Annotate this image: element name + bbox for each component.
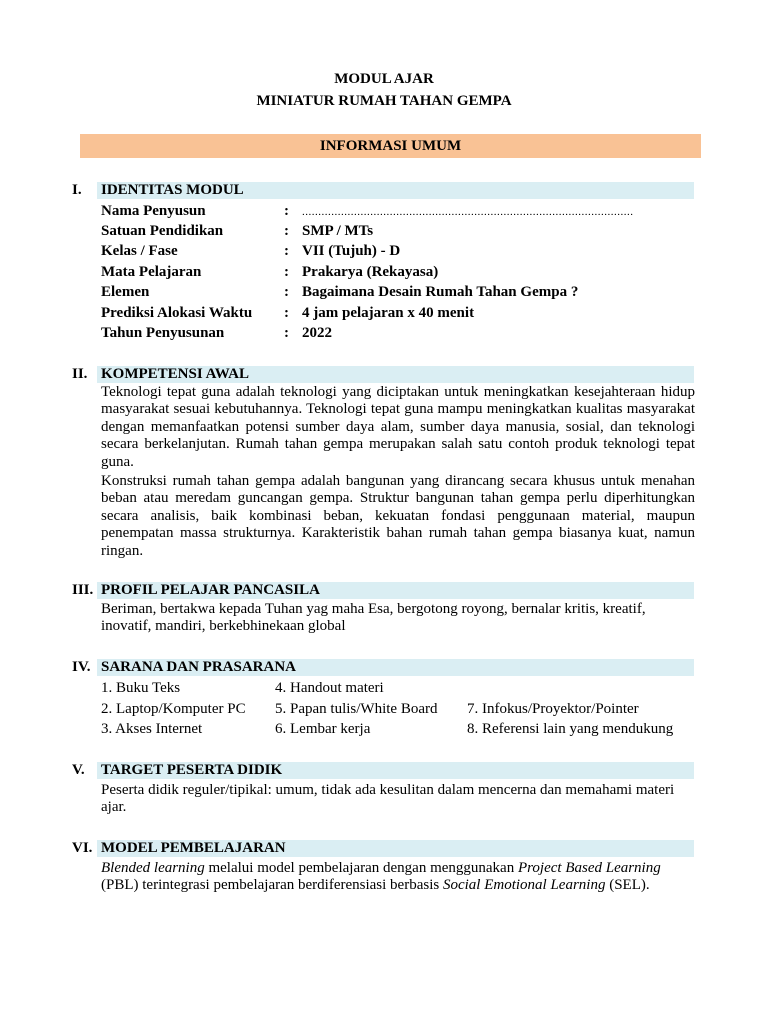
section-1-heading: IDENTITAS MODUL bbox=[97, 182, 694, 199]
identity-colon: : bbox=[284, 325, 289, 341]
sarana-item: 1. Buku Teks bbox=[101, 680, 181, 696]
section-5-number: V. bbox=[72, 762, 85, 778]
section-3-number: III. bbox=[72, 582, 94, 598]
identity-value: 4 jam pelajaran x 40 menit bbox=[302, 305, 475, 321]
sarana-item: 4. Handout materi bbox=[275, 680, 384, 696]
kompetensi-paragraph-1: Teknologi tepat guna adalah teknologi yang diciptakan untuk meningkatkan kesejahteraan hidup masyarakat sesuai kebutuhannya. Teknologi tepat guna mampu meningkatkan kualitas masyarakat dengan memanfaatkan potensi sumber daya alam, sumber daya manusia, sosial, dan teknologi secara berkelanjutan. Rumah tahan gempa merupakan salah satu contoh produk teknologi tepat guna. bbox=[101, 384, 695, 470]
sarana-item: 8. Referensi lain yang mendukung bbox=[467, 721, 674, 737]
identity-label: Kelas / Fase bbox=[101, 243, 178, 259]
identity-value-placeholder: ...................................................................................................... bbox=[302, 206, 634, 218]
model-text: melalui model pembelajaran dengan menggunakan bbox=[204, 860, 518, 876]
doc-subtitle: MINIATUR RUMAH TAHAN GEMPA bbox=[256, 93, 512, 109]
section-1-number: I. bbox=[72, 182, 82, 198]
sarana-item: 2. Laptop/Komputer PC bbox=[101, 701, 246, 717]
identity-value: Prakarya (Rekayasa) bbox=[302, 264, 439, 280]
identity-value: SMP / MTs bbox=[302, 223, 374, 239]
identity-label: Tahun Penyusunan bbox=[101, 325, 225, 341]
identity-colon: : bbox=[284, 223, 289, 239]
identity-value: 2022 bbox=[302, 325, 332, 341]
model-text: (SEL). bbox=[605, 877, 650, 894]
section-6-number: VI. bbox=[72, 840, 93, 856]
identity-label: Elemen bbox=[101, 284, 150, 300]
identity-colon: : bbox=[284, 264, 289, 280]
section-4-heading: SARANA DAN PRASARANA bbox=[97, 659, 694, 676]
identity-label: Satuan Pendidikan bbox=[101, 223, 224, 239]
identity-label: Prediksi Alokasi Waktu bbox=[101, 305, 253, 321]
info-banner: INFORMASI UMUM bbox=[80, 134, 701, 158]
sarana-item: 3. Akses Internet bbox=[101, 721, 203, 737]
section-2-number: II. bbox=[72, 366, 88, 382]
identity-colon: : bbox=[284, 284, 289, 300]
kompetensi-paragraph-2: Konstruksi rumah tahan gempa adalah bangunan yang dirancang secara khusus untuk menahan beban atau meredam guncangan gempa. Struktur bangunan tahan gempa perlu diperhitungkan secara analisis, baik kombinasi beban, kekuatan fondasi penggunaan material, maupun penempatan massa strukturnya. Karakteristik bahan rumah tahan gempa biasanya kuat, namun ringan. bbox=[101, 473, 695, 559]
identity-colon: : bbox=[284, 243, 289, 259]
section-5-heading: TARGET PESERTA DIDIK bbox=[97, 762, 694, 779]
sarana-item: 7. Infokus/Proyektor/Pointer bbox=[467, 701, 639, 717]
target-paragraph: Peserta didik reguler/tipikal: umum, tidak ada kesulitan dalam mencerna dan memahami materi ajar. bbox=[101, 782, 675, 816]
identity-value: Bagaimana Desain Rumah Tahan Gempa ? bbox=[302, 284, 579, 300]
model-text: (PBL) terintegrasi pembelajaran berdiferensiasi berbasis bbox=[101, 877, 443, 894]
model-italic-term: Project Based Learning bbox=[517, 860, 661, 876]
section-4-number: IV. bbox=[72, 659, 91, 675]
section-6-heading: MODEL PEMBELAJARAN bbox=[97, 840, 694, 857]
doc-title: MODUL AJAR bbox=[334, 71, 434, 87]
identity-colon: : bbox=[284, 203, 289, 219]
identity-colon: : bbox=[284, 305, 289, 321]
sarana-item: 5. Papan tulis/White Board bbox=[275, 701, 438, 717]
section-3-heading: PROFIL PELAJAR PANCASILA bbox=[97, 582, 694, 599]
identity-label: Nama Penyusun bbox=[101, 203, 206, 219]
model-paragraph bbox=[101, 860, 695, 895]
section-2-heading: KOMPETENSI AWAL bbox=[97, 366, 694, 383]
identity-label: Mata Pelajaran bbox=[101, 264, 202, 280]
identity-value: VII (Tujuh) - D bbox=[302, 243, 401, 259]
model-italic-term: Social Emotional Learning bbox=[442, 877, 606, 894]
profil-paragraph: Beriman, bertakwa kepada Tuhan yag maha Esa, bergotong royong, bernalar kritis, kreatif, inovatif, mandiri, berkebhinekaan global bbox=[101, 601, 646, 635]
sarana-item: 6. Lembar kerja bbox=[275, 721, 371, 737]
model-italic-term: Blended learning bbox=[101, 860, 205, 876]
